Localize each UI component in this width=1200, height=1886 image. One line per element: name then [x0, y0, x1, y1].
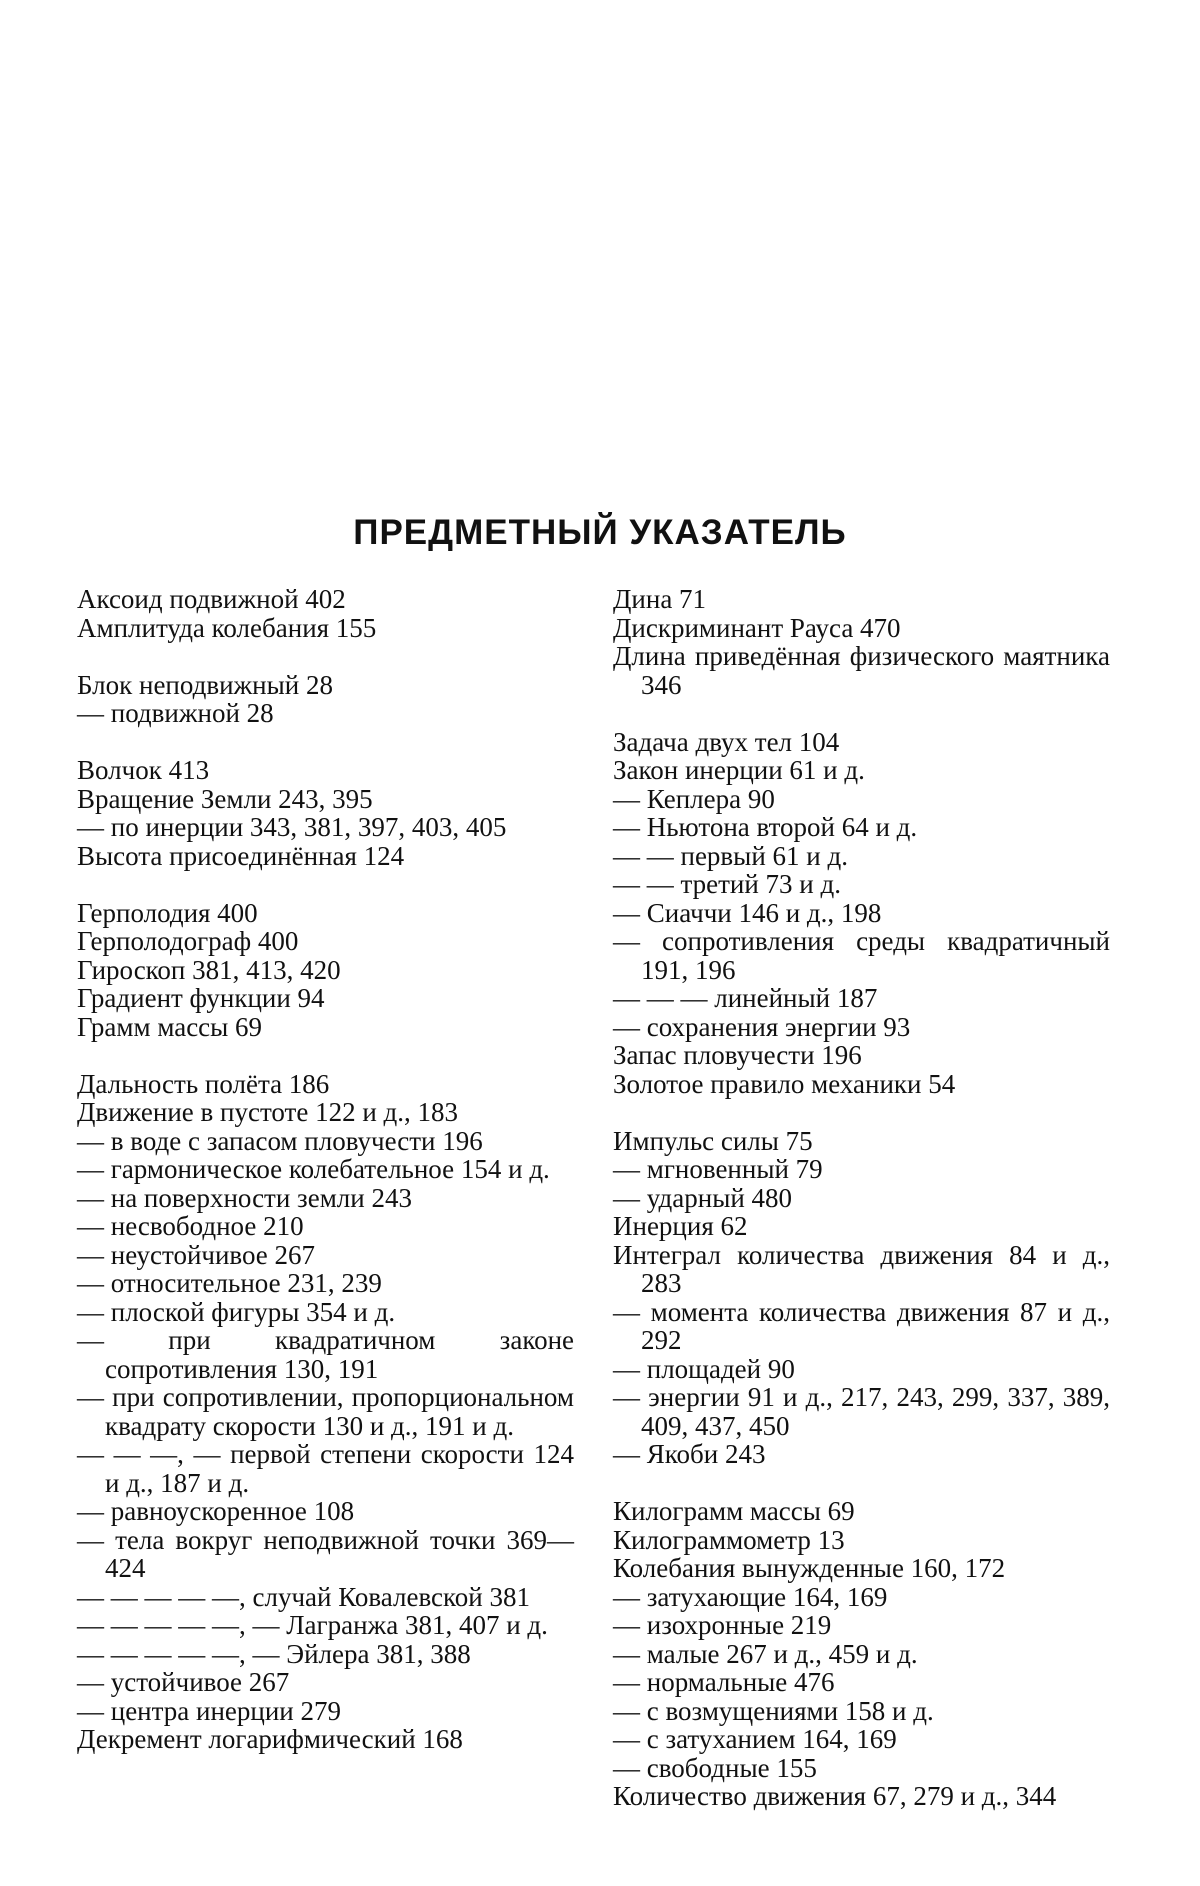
index-entry: Аксоид подвижной 402 — [77, 584, 346, 614]
index-entry: — — третий 73 и д. — [613, 869, 841, 899]
index-entry: — — первый 61 и д. — [613, 840, 848, 871]
index-entry: Движение в пустоте 122 и д., 183 — [77, 1097, 459, 1127]
index-entry: — гармоническое колебательное 154 и д. — [77, 1154, 550, 1184]
index-entry: Количество движения 67, 279 и д., 344 — [613, 1781, 1057, 1811]
index-entry: — энергии 91 и д., 217, 243, 299, 337, 389, 409, 437, 450 — [613, 1382, 1110, 1441]
index-entry: Дискриминант Рауса 470 — [613, 612, 901, 643]
index-entry: — неустойчивое 267 — [77, 1239, 316, 1270]
index-column-left — [77, 585, 574, 1754]
index-entry: Грамм массы 69 — [77, 1011, 263, 1042]
index-entry: — — — — —, случай Ковалевской 381 — [77, 1581, 530, 1612]
index-entry: Высота присоединённая 124 — [77, 840, 405, 871]
letter-group-gap — [77, 870, 574, 899]
index-entry: — — —, — первой степени скорости 124 и д., 187 и д. — [77, 1439, 574, 1498]
index-entry: — при сопротивлении, пропорциональном квадрату скорости 130 и д., 191 и д. — [77, 1382, 574, 1441]
index-entry: Блок неподвижный 28 — [77, 669, 333, 700]
index-entry: — подвижной 28 — [77, 698, 274, 728]
index-entry: — сопротивления среды квадратичный 191, 196 — [613, 926, 1110, 985]
index-entry: — по инерции 343, 381, 397, 403, 405 — [77, 812, 507, 842]
index-entry: Закон инерции 61 и д. — [613, 755, 865, 785]
index-entry: Задача двух тел 104 — [613, 726, 840, 757]
index-entry: — тела вокруг неподвижной точки 369—424 — [77, 1524, 574, 1583]
index-entry: — относительное 231, 239 — [77, 1268, 382, 1298]
index-entry: — несвободное 210 — [77, 1211, 304, 1241]
index-entry: Герполодограф 400 — [77, 926, 299, 956]
letter-group-gap — [77, 642, 574, 671]
index-entry: Колебания вынужденные 160, 172 — [613, 1553, 1006, 1583]
index-column-right — [613, 585, 1110, 1811]
index-entry: — площадей 90 — [613, 1353, 795, 1384]
index-entry: Амплитуда колебания 155 — [77, 612, 377, 643]
index-entry: — плоской фигуры 354 и д. — [77, 1296, 396, 1327]
index-entry: Импульс силы 75 — [613, 1125, 813, 1156]
index-entry: — устойчивое 267 — [77, 1667, 290, 1697]
index-entry: — на поверхности земли 243 — [77, 1182, 412, 1213]
index-entry: — равноускоренное 108 — [77, 1496, 355, 1526]
index-entry: — малые 267 и д., 459 и д. — [613, 1638, 918, 1669]
index-entry: — свободные 155 — [613, 1752, 817, 1783]
letter-group-gap — [77, 1041, 574, 1070]
index-entry: Инерция 62 — [613, 1211, 748, 1241]
index-entry: — — — — —, — Лагранжа 381, 407 и д. — [77, 1610, 548, 1640]
letter-group-gap — [77, 728, 574, 757]
index-entry: — Кеплера 90 — [613, 783, 775, 814]
index-entry: Килограмм массы 69 — [613, 1496, 855, 1526]
index-entry: — — — — —, — Эйлера 381, 388 — [77, 1638, 471, 1669]
index-entry: — при квадратичном законе сопротивления 130, 191 — [77, 1325, 574, 1384]
index-entry: — Якоби 243 — [613, 1439, 766, 1469]
index-entry: Волчок 413 — [77, 755, 210, 785]
index-entry: Герполодия 400 — [77, 897, 258, 928]
index-entry: Гироскоп 381, 413, 420 — [77, 954, 341, 985]
index-entry: — — — линейный 187 — [613, 983, 878, 1013]
page-title: ПРЕДМЕТНЫЙ УКАЗАТЕЛЬ — [353, 513, 847, 552]
index-entry: Вращение Земли 243, 395 — [77, 783, 373, 814]
index-entry: Дина 71 — [613, 584, 707, 614]
index-entry: Градиент функции 94 — [77, 983, 325, 1013]
index-entry: — нормальные 476 — [613, 1667, 835, 1697]
index-entry: — центра инерции 279 — [77, 1695, 341, 1726]
index-entry: — с возмущениями 158 и д. — [613, 1695, 934, 1726]
index-entry: — в воде с запасом пловучести 196 — [77, 1125, 483, 1156]
index-entry: Длина приведённая физического маятника 346 — [613, 641, 1110, 700]
letter-group-gap — [613, 1469, 1110, 1498]
index-entry: Декремент логарифмический 168 — [77, 1724, 463, 1754]
index-entry: Дальность полёта 186 — [77, 1068, 330, 1099]
letter-group-gap — [613, 699, 1110, 728]
index-entry: Запас пловучести 196 — [613, 1040, 862, 1070]
index-entry: — с затуханием 164, 169 — [613, 1724, 897, 1754]
index-entry: — Ньютона второй 64 и д. — [613, 812, 918, 842]
index-entry: — сохранения энергии 93 — [613, 1011, 911, 1042]
index-entry: Интеграл количества движения 84 и д., 283 — [613, 1239, 1110, 1298]
index-entry: Килограммометр 13 — [613, 1524, 845, 1555]
index-entry: — Сиаччи 146 и д., 198 — [613, 897, 882, 928]
index-entry: — изохронные 219 — [613, 1610, 832, 1640]
index-entry: Золотое правило механики 54 — [613, 1068, 956, 1099]
index-entry: — ударный 480 — [613, 1182, 793, 1213]
letter-group-gap — [613, 1098, 1110, 1127]
index-entry: — момента количества движения 87 и д., 292 — [613, 1296, 1110, 1355]
index-entry: — затухающие 164, 169 — [613, 1581, 888, 1612]
index-entry: — мгновенный 79 — [613, 1154, 823, 1184]
